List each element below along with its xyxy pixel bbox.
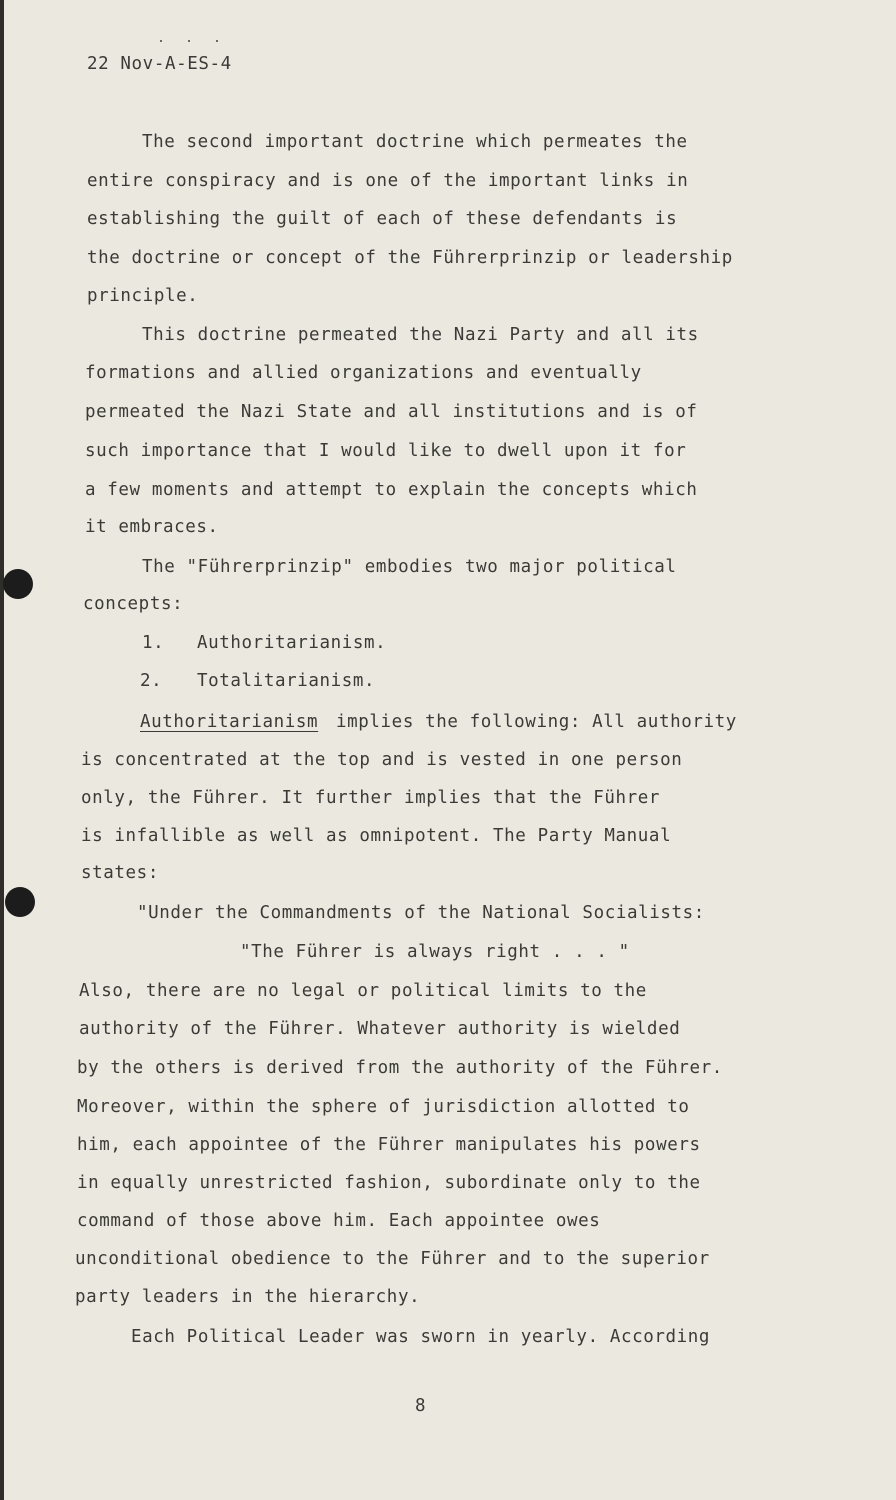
text-line: implies the following: All authority [336, 712, 737, 732]
text-line: establishing the guilt of each of these defendants is [87, 209, 678, 229]
text-line: The second important doctrine which permeates the [142, 132, 688, 152]
text-line: is concentrated at the top and is vested in one person [81, 750, 683, 770]
text-line: The "Führerprinzip" embodies two major political [142, 557, 677, 577]
list-number: 1. [142, 633, 165, 653]
ink-mark [160, 40, 162, 42]
text-line: concepts: [83, 594, 184, 614]
text-line: party leaders in the hierarchy. [75, 1287, 421, 1307]
quotation-line: "The Führer is always right . . . " [240, 942, 630, 962]
quotation-line: "Under the Commandments of the National Socialists: [137, 903, 705, 923]
list-item: Authoritarianism. [197, 633, 387, 653]
text-line: the doctrine or concept of the Führerprinzip or leadership [87, 248, 733, 268]
document-reference: 22 Nov-A-ES-4 [87, 54, 232, 74]
binder-hole-top [3, 569, 33, 599]
text-line: in equally unrestricted fashion, subordinate only to the [77, 1173, 701, 1193]
text-line: permeated the Nazi State and all institutions and is of [85, 402, 698, 422]
text-line: Also, there are no legal or political limits to the [79, 981, 647, 1001]
text-line: states: [81, 863, 159, 883]
page-left-edge [0, 0, 4, 1500]
text-line: a few moments and attempt to explain the concepts which [85, 480, 698, 500]
binder-hole-bottom [5, 887, 35, 917]
list-number: 2. [140, 671, 163, 691]
text-line: him, each appointee of the Führer manipulates his powers [77, 1135, 701, 1155]
text-line: formations and allied organizations and eventually [85, 363, 642, 383]
page-number: 8 [415, 1396, 427, 1416]
text-line: such importance that I would like to dwell upon it for [85, 441, 687, 461]
text-line: by the others is derived from the authority of the Führer. [77, 1058, 723, 1078]
underlined-term: Authoritarianism [140, 712, 319, 732]
ink-mark [188, 40, 190, 42]
text-line: unconditional obedience to the Führer and to the superior [75, 1249, 710, 1269]
text-line: principle. [87, 286, 199, 306]
text-line: it embraces. [85, 517, 219, 537]
text-line: command of those above him. Each appointee owes [77, 1211, 601, 1231]
list-item: Totalitarianism. [197, 671, 376, 691]
text-line: authority of the Führer. Whatever authority is wielded [79, 1019, 681, 1039]
text-line: entire conspiracy and is one of the important links in [87, 171, 689, 191]
text-line: Moreover, within the sphere of jurisdiction allotted to [77, 1097, 690, 1117]
ink-mark [216, 40, 218, 42]
text-line: only, the Führer. It further implies that the Führer [81, 788, 661, 808]
text-line: is infallible as well as omnipotent. The Party Manual [81, 826, 672, 846]
text-line: Each Political Leader was sworn in yearly. According [131, 1327, 711, 1347]
text-line: This doctrine permeated the Nazi Party and all its [142, 325, 699, 345]
